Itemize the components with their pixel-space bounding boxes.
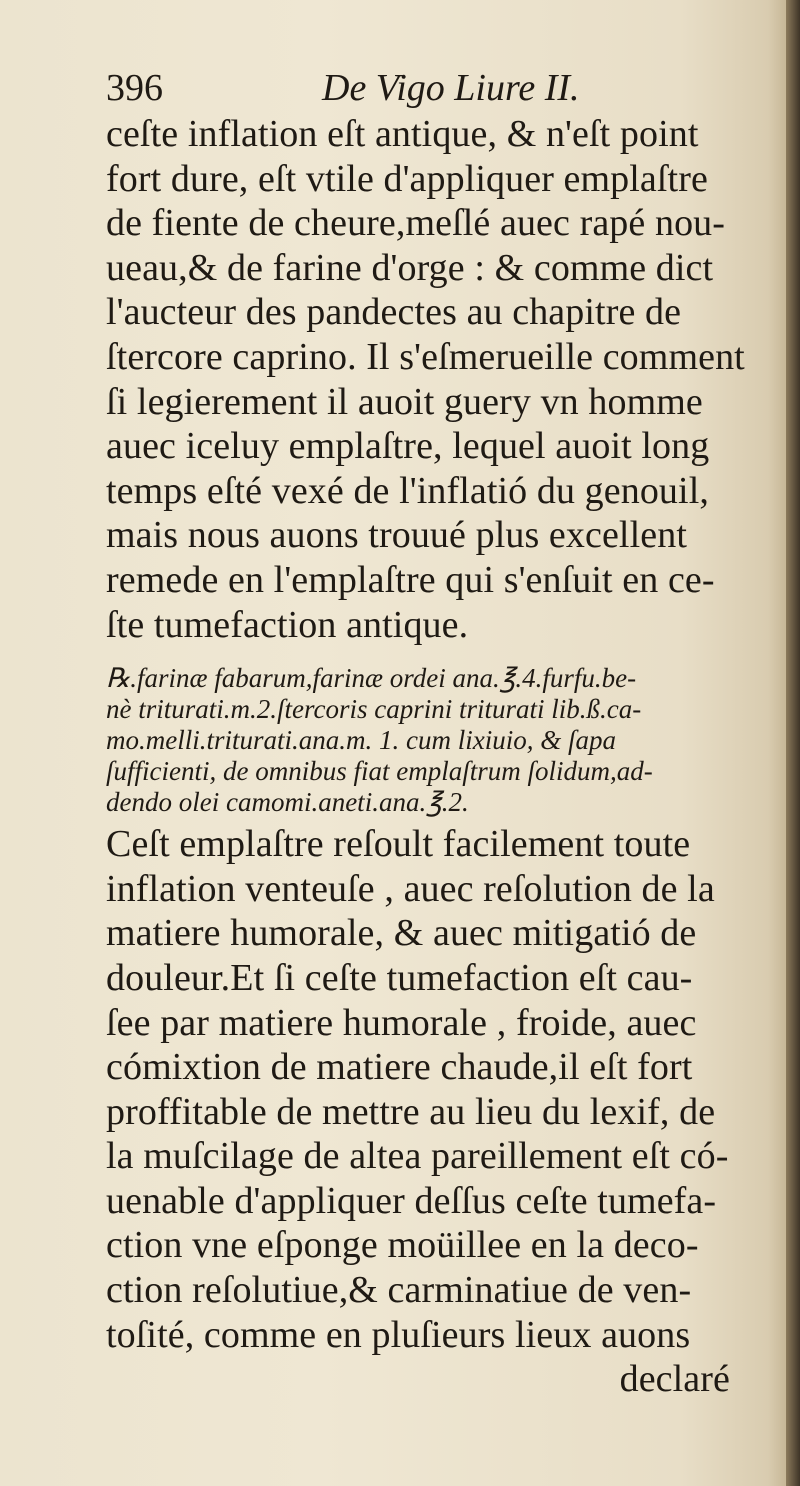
text-line: uenable d'appliquer deſſus ceſte tumefa-	[106, 1179, 717, 1222]
text-line: ſi legierement il auoit guery vn homme	[106, 380, 703, 423]
text-line: proffitable de mettre au lieu du lexif, de	[106, 1090, 716, 1133]
text-line: matiere humorale, & auec mitigatió de	[106, 912, 697, 955]
text-line: de fiente de cheure,meſlé auec rapé nou-	[106, 202, 726, 245]
book-spine	[786, 0, 800, 1486]
recipe-line: ℞.farinæ fabarum,farinæ ordei ana.℥.4.furfu.be-	[106, 663, 637, 694]
text-line: ueau,& de farine d'orge : & comme dict	[106, 246, 714, 289]
text-line: ſtercore caprino. Il s'eſmerueille comment	[106, 335, 745, 378]
running-title: De Vigo Liure II.	[322, 67, 580, 109]
paragraph-1	[106, 112, 760, 647]
page-number: 396	[106, 67, 163, 109]
text-line: auec iceluy emplaſtre, lequel auoit long	[106, 425, 710, 468]
recipe-line: ſufficienti, de omnibus fiat emplaſtrum ſolidum,ad-	[106, 756, 653, 787]
text-line: remede en l'emplaſtre qui s'enſuit en ce-	[106, 558, 715, 601]
recipe-line: nè triturati.m.2.ſtercoris caprini triturati lib.ß.ca-	[106, 694, 642, 725]
text-line: ſee par matiere humorale , froide, auec	[106, 1001, 697, 1044]
text-line: la muſcilage de altea pareillement eſt có-	[106, 1135, 729, 1178]
text-line: Ceſt emplaſtre reſoult facilement toute	[106, 823, 691, 866]
text-line: ceſte inflation eſt antique, & n'eſt point	[106, 113, 699, 155]
page-header	[106, 66, 726, 116]
catchword: declaré	[619, 1358, 730, 1401]
text-line: mais nous auons trouué plus excellent	[106, 514, 687, 557]
text-line: toſité, comme en pluſieurs lieux auons	[106, 1313, 691, 1356]
paragraph-2	[106, 822, 760, 1357]
recipe-line: dendo olei camomi.aneti.ana.℥.2.	[106, 787, 469, 818]
text-line: inflation venteuſe , auec reſolution de la	[106, 867, 715, 910]
recipe-block	[106, 663, 760, 818]
recipe-line: mo.melli.triturati.ana.m. 1. cum lixiuio, & ſapa	[106, 725, 616, 756]
text-line: temps eſté vexé de l'inflatió du genouil,	[106, 469, 709, 512]
page-body	[106, 112, 760, 1402]
text-line: ſte tumefaction antique.	[106, 603, 469, 646]
text-line: ction vne eſponge moüillee en la deco-	[106, 1224, 699, 1267]
text-line: fort dure, eſt vtile d'appliquer emplaſtre	[106, 157, 708, 200]
text-line: ction reſolutiue,& carminatiue de ven-	[106, 1269, 692, 1312]
text-line: l'aucteur des pandectes au chapitre de	[106, 291, 682, 334]
text-line: douleur.Et ſi ceſte tumefaction eſt cau-	[106, 956, 693, 999]
text-line: cómixtion de matiere chaude,il eſt fort	[106, 1046, 693, 1089]
